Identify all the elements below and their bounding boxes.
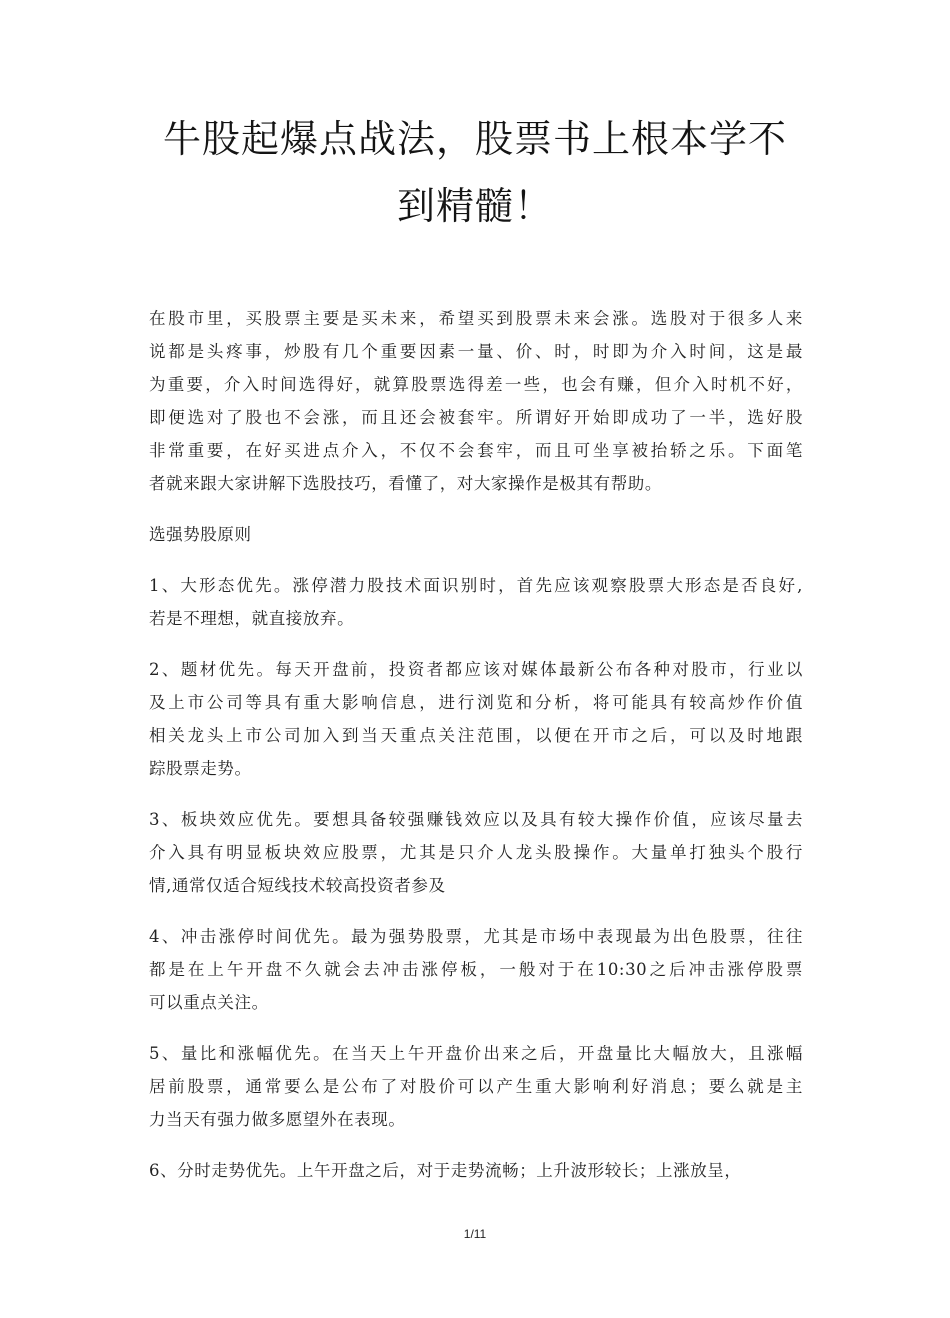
paragraph [149,569,803,635]
paragraph-line: 可以重点关注。 [149,993,269,1012]
paragraph-line: 2、题材优先。每天开盘前，投资者都应该对媒体最新公布各种对股市，行业以 [149,660,803,679]
paragraph-line: 非常重要，在好买进点介入，不仅不会套牢，而且可坐享被抬轿之乐。下面笔 [149,441,803,460]
paragraph-line: 3、板块效应优先。要想具备较强赚钱效应以及具有较大操作价值，应该尽量去 [149,810,803,829]
paragraph-line: 踪股票走势。 [149,759,252,778]
paragraph-line: 5、量比和涨幅优先。在当天上午开盘价出来之后，开盘量比大幅放大，且涨幅 [149,1044,803,1063]
paragraph-line: 力当天有强力做多愿望外在表现。 [149,1110,406,1129]
paragraph [149,302,803,500]
paragraph-line: 说都是头疼事，炒股有几个重要因素一量、价、时，时即为介入时间，这是最 [149,342,803,361]
paragraph-line: 相关龙头上市公司加入到当天重点关注范围，以便在开市之后，可以及时地跟 [149,726,803,745]
paragraph-line: 为重要，介入时间选得好，就算股票选得差一些，也会有赚，但介入时机不好， [149,375,803,394]
paragraph-line: 居前股票，通常要么是公布了对股价可以产生重大影响利好消息；要么就是主 [149,1077,803,1096]
document-title [130,106,820,240]
paragraph-line: 1、大形态优先。涨停潜力股技术面识别时，首先应该观察股票大形态是否良好, [149,576,803,595]
paragraph-line: 者就来跟大家讲解下选股技巧，看懂了，对大家操作是极其有帮助。 [149,474,662,493]
paragraph-line: 若是不理想，就直接放弃。 [149,609,355,628]
page-number: 1/11 [463,1227,487,1241]
paragraph-line: 即便选对了股也不会涨，而且还会被套牢。所谓好开始即成功了一半，选好股 [149,408,803,427]
paragraph-line: 介入具有明显板块效应股票，尤其是只介人龙头股操作。大量单打独头个股行 [149,843,803,862]
paragraph [149,1154,803,1187]
paragraph [149,803,803,902]
paragraph [149,653,803,785]
paragraph-line: 4、冲击涨停时间优先。最为强势股票，尤其是市场中表现最为出色股票，往往 [149,927,803,946]
paragraph-line: 在股市里，买股票主要是买未来，希望买到股票未来会涨。选股对于很多人来 [149,309,803,328]
title-line-1: 牛股起爆点战法，股票书上根本学不 [162,117,787,161]
paragraph-line: 6、分时走势优先。上午开盘之后，对于走势流畅；上升波形较长；上涨放呈， [149,1161,742,1180]
paragraph-line: 都是在上午开盘不久就会去冲击涨停板，一般对于在10:30之后冲击涨停股票 [149,960,803,979]
paragraph [149,1037,803,1136]
paragraph-line: 及上市公司等具有重大影响信息，进行浏览和分析，将可能具有较高炒作价值 [149,693,803,712]
paragraph [149,920,803,1019]
title-line-2: 到精髓！ [396,184,553,228]
document-body [149,302,803,1205]
paragraph-line: 情,通常仅适合短线技术较高投资者参及 [149,876,446,895]
paragraph [149,518,803,551]
paragraph-line: 选强势股原则 [149,525,252,544]
